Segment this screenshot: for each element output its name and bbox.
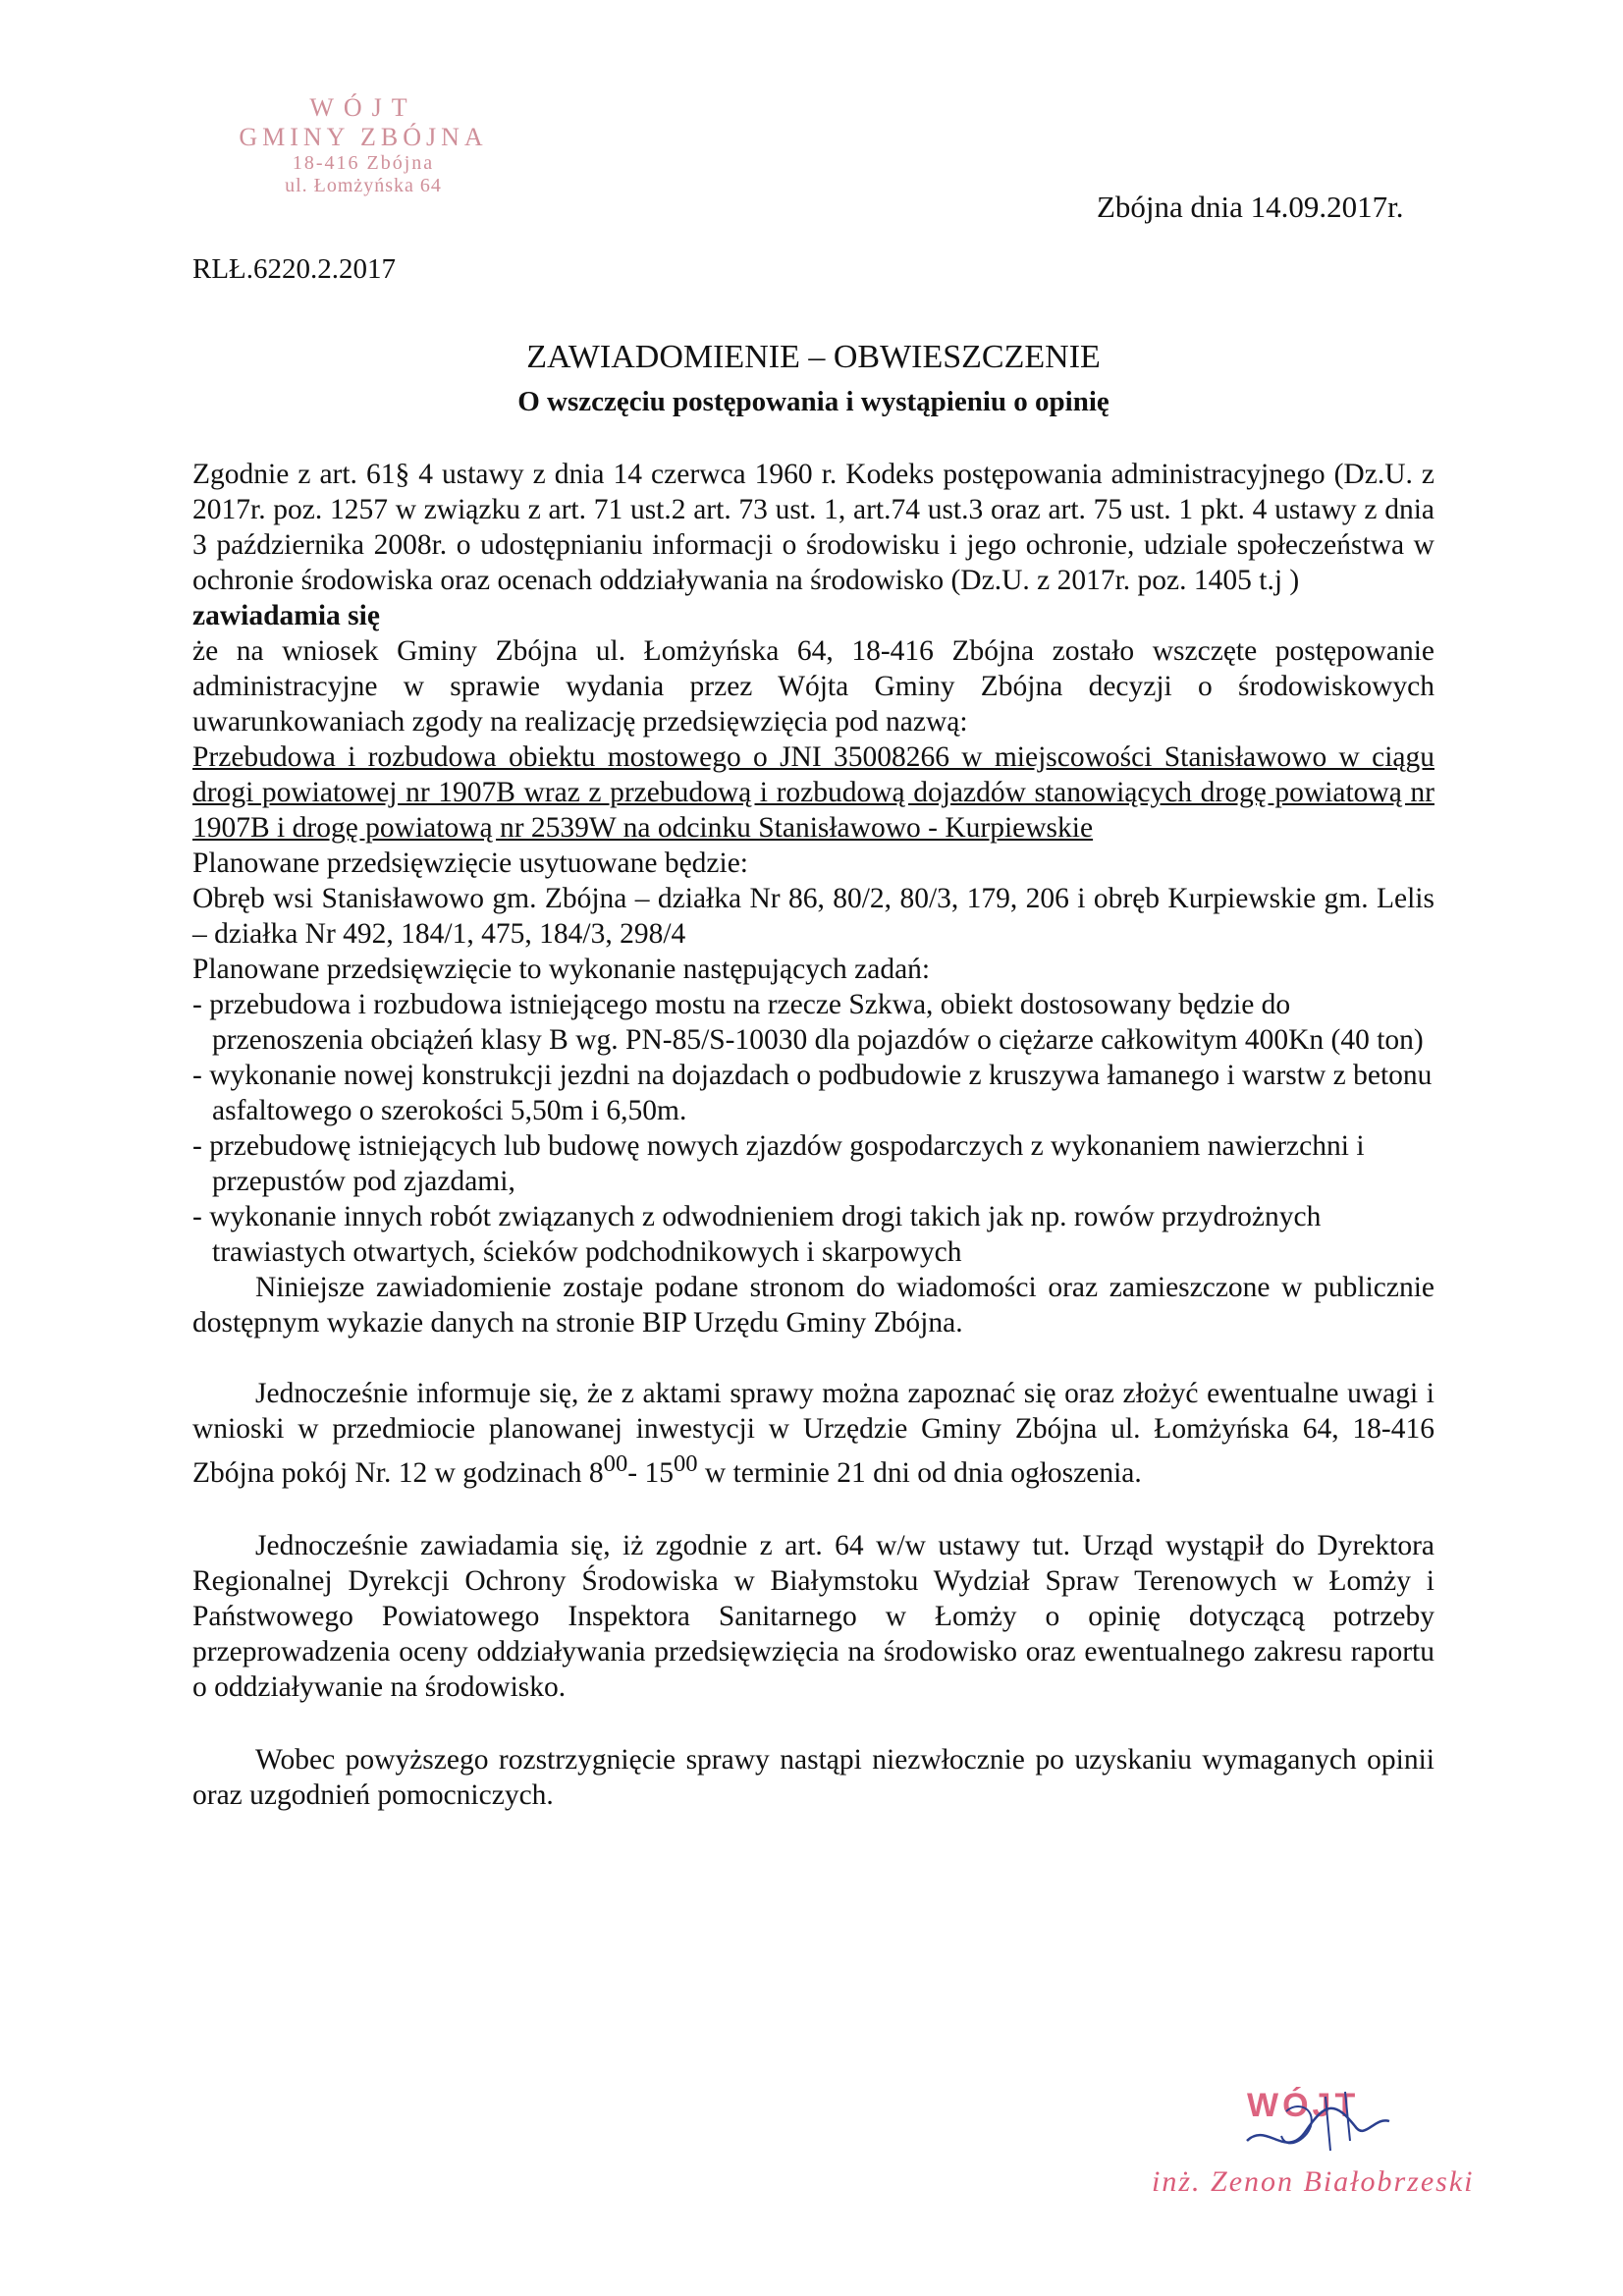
stamp-line-3: 18-416 Zbójna xyxy=(292,151,435,174)
task-item: - przebudowę istniejących lub budowę nowych zjazdów gospodarczych z wykonaniem nawierzchni i przepustów pod zjazdami, xyxy=(192,1130,1365,1197)
hour-superscript: 00 xyxy=(603,1450,628,1477)
legal-basis-paragraph: Zgodnie z art. 61§ 4 ustawy z dnia 14 czerwca 1960 r. Kodeks postępowania administracyjnego (Dz.U. z 2017r. poz. 1257 w związku z art. 71 ust.2 art. 73 ust. 1, art.74 ust.3 oraz art. 75 ust. 1 pkt. 4 ustawy z dnia 3 października 2008r. o udostępnianiu informacji o środowisku i jego ochronie, udziale społeczeństwa w ochronie środowiska oraz ocenach oddziaływania na środowisko (Dz.U. z 2017r. poz. 1405 t.j ) xyxy=(192,459,1434,596)
inspection-text: - 15 xyxy=(627,1456,674,1489)
location-intro: Planowane przedsięwzięcie usytuowane będzie: xyxy=(192,847,749,879)
conclusion-paragraph: Wobec powyższego rozstrzygnięcie sprawy nastąpi niezwłocznie po uzyskaniu wymaganych opinii oraz uzgodnień pomocniczych. xyxy=(192,1743,1434,1811)
initiation-paragraph: że na wniosek Gminy Zbójna ul. Łomżyńska 64, 18-416 Zbójna zostało wszczęte postępowanie administracyjne w sprawie wydania przez Wójta Gminy Zbójna decyzji o środowiskowych uwarunkowaniach zgody na realizację przedsięwzięcia pod nazwą: xyxy=(192,635,1434,738)
project-name: Przebudowa i rozbudowa obiektu mostowego o JNI 35008266 w miejscowości Stanisławowo w ciągu drogi powiatowej nr 1907B wraz z przebudową i rozbudową dojazdów stanowiących drogę powiatową nr 1907B i drogę powiatową nr 2539W na odcinku Stanisławowo - Kurpiewskie xyxy=(192,741,1434,844)
hour-superscript: 00 xyxy=(673,1450,698,1477)
stamp-line-1: WÓJT xyxy=(309,93,417,122)
document-body xyxy=(192,457,1434,1813)
task-item: - wykonanie nowej konstrukcji jezdni na dojazdach o podbudowie z kruszywa łamanego i warstw z betonu asfaltowego o szerokości 5,50m i 6,50m. xyxy=(192,1060,1433,1126)
document-title: ZAWIADOMIENIE – OBWIESZCZENIE xyxy=(526,339,1101,375)
inspection-text: Jednocześnie informuje się, że z aktami sprawy można zapoznać się oraz złożyć ewentualne uwagi i wnioski w przedmiocie planowanej inwestycji w Urzędzie Gminy Zbójna ul. Łomżyńska 64, 18-416 Zbójna pokój Nr. 12 w godzinach 8 xyxy=(192,1378,1434,1489)
inspection-text: w terminie 21 dni od dnia ogłoszenia. xyxy=(697,1456,1142,1489)
location-paragraph: Obręb wsi Stanisławowo gm. Zbójna – działka Nr 86, 80/2, 80/3, 179, 206 i obręb Kurpiewskie gm. Lelis – działka Nr 492, 184/1, 475, 184/3, 298/4 xyxy=(192,883,1434,950)
signatory-name: inż. Zenon Białobrzeski xyxy=(1152,2165,1475,2198)
notifies-heading: zawiadamia się xyxy=(192,600,380,631)
stamp-line-2: GMINY ZBÓJNA xyxy=(239,122,488,151)
task-item: - przebudowa i rozbudowa istniejącego mostu na rzecze Szkwa, obiekt dostosowany będzie do przenoszenia obciążeń klasy B wg. PN-85/S-10030 dla pojazdów o ciężarze całkowitym 400Kn (40 ton) xyxy=(192,989,1424,1056)
handwritten-signature xyxy=(1227,2082,1404,2170)
publication-paragraph: Niniejsze zawiadomienie zostaje podane stronom do wiadomości oraz zamieszczone w publicznie dostępnym wykazie danych na stronie BIP Urzędu Gminy Zbójna. xyxy=(192,1272,1434,1339)
task-item: - wykonanie innych robót związanych z odwodnieniem drogi takich jak np. rowów przydrożnych trawiastych otwartych, ścieków podchodnikowych i skarpowych xyxy=(192,1201,1322,1268)
reference-number: RLŁ.6220.2.2017 xyxy=(192,253,397,285)
stamp-line-4: ul. Łomżyńska 64 xyxy=(285,174,442,196)
document-subtitle: O wszczęciu postępowania i wystąpieniu o opinię xyxy=(517,386,1109,417)
office-stamp xyxy=(201,93,525,197)
opinion-paragraph: Jednocześnie zawiadamia się, iż zgodnie z art. 64 w/w ustawy tut. Urząd wystąpił do Dyrektora Regionalnej Dyrekcji Ochrony Środowiska w Białymstoku Wydział Spraw Terenowych w Łomży i Państwowego Powiatowego Inspektora Sanitarnego w Łomży o opinię dotyczącą potrzeby przeprowadzenia oceny oddziaływania przedsięwzięcia na środowisko oraz ewentualnego zakresu raportu o oddziaływanie na środowisko. xyxy=(192,1529,1434,1703)
tasks-intro: Planowane przedsięwzięcie to wykonanie następujących zadań: xyxy=(192,954,931,985)
document-date: Zbójna dnia 14.09.2017r. xyxy=(1097,190,1404,224)
signature-stamp: WÓJT xyxy=(1247,2087,1360,2124)
inspection-paragraph xyxy=(192,1376,1434,1491)
